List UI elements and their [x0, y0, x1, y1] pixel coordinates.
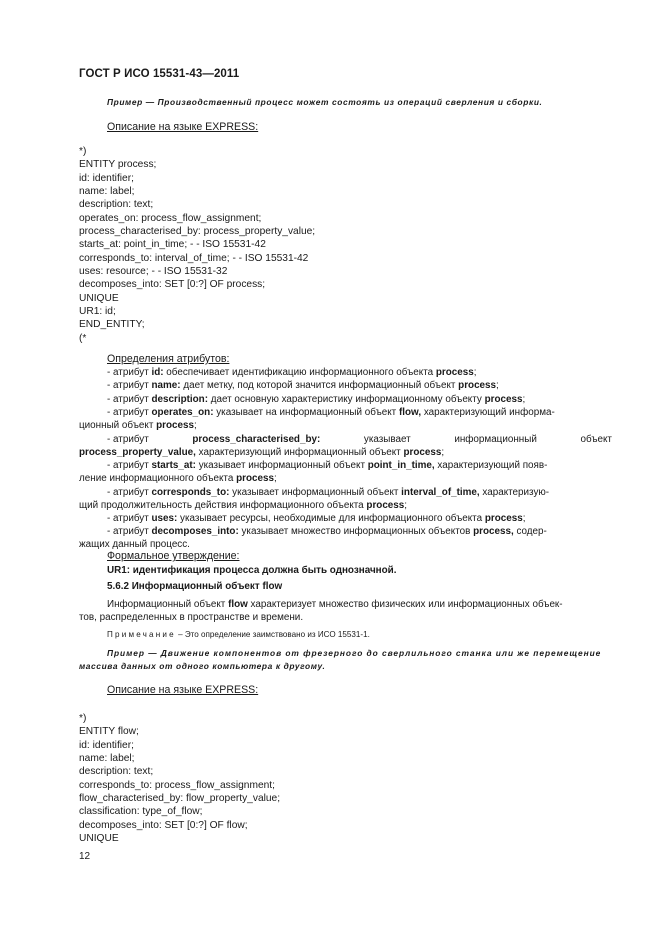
code-line: corresponds_to: process_flow_assignment;: [79, 779, 275, 791]
attr-def-starts-at: - атрибут starts_at: указывает информационный объект point_in_time, характеризующий появ-: [107, 460, 548, 471]
attr-def-process-characterised-by-cont: process_property_value, характеризующий информационный объект process;: [79, 447, 445, 458]
code-line: process_characterised_by: process_property_value;: [79, 226, 316, 238]
code-line: description: text;: [79, 766, 154, 778]
flow-paragraph: Информационный объект flow характеризует множество физических или информационных объек-: [107, 599, 563, 610]
attr-def-starts-at-cont: ление информационного объекта process;: [79, 473, 277, 484]
attr-def-operates-on: - атрибут operates_on: указывает на информационный объект flow, характеризующий информа-: [107, 407, 555, 418]
code-line: starts_at: point_in_time; - - ISO 15531-42: [79, 239, 266, 251]
code-line: decomposes_into: SET [0:?] OF process;: [79, 279, 266, 291]
attr-def-description: - атрибут description: дает основную характеристику информационному объекту process;: [107, 394, 526, 405]
code-line: flow_characterised_by: flow_property_value;: [79, 793, 281, 805]
formal-statement-label: Формальное утверждение:: [107, 550, 240, 562]
attr-def-process-characterised-by: - атрибут process_characterised_by: указывает информационный объект: [107, 434, 612, 445]
code-line: classification: type_of_flow;: [79, 806, 203, 818]
attr-def-corresponds-to: - атрибут corresponds_to: указывает информационный объект interval_of_time, характеризую-: [107, 487, 550, 498]
attr-def-name: - атрибут name: дает метку, под которой значится информационный объект process;: [107, 380, 499, 391]
note: Примечание – Это определение заимствовано из ИСО 15531-1.: [107, 630, 370, 639]
code-line: id: identifier;: [79, 172, 134, 184]
code-line: UNIQUE: [79, 833, 119, 845]
express-description-label-flow: Описание на языке EXPRESS:: [107, 684, 259, 696]
attribute-definitions-label: Определения атрибутов:: [107, 353, 230, 365]
code-line: name: label;: [79, 753, 135, 765]
code-line: decomposes_into: SET [0:?] OF flow;: [79, 819, 248, 831]
example-flow: Пример — Движение компонентов от фрезерного до сверлильного станка или же перемещение: [107, 648, 602, 658]
attr-def-uses: - атрибут uses: указывает ресурсы, необходимые для информационного объекта process;: [107, 513, 526, 524]
code-line: UNIQUE: [79, 292, 119, 304]
code-line: description: text;: [79, 199, 154, 211]
attr-def-decomposes-into-cont: жащих данный процесс.: [79, 539, 190, 550]
attr-def-decomposes-into: - атрибут decomposes_into: указывает множество информационных объектов process, содер-: [107, 526, 547, 537]
example-flow-cont: массива данных от одного компьютера к другому.: [79, 661, 326, 671]
express-code-flow: [79, 712, 280, 845]
attr-def-id: - атрибут id: обеспечивает идентификацию информационного объекта process;: [107, 367, 477, 378]
uniqueness-rule: UR1: идентификация процесса должна быть однозначной.: [107, 565, 397, 576]
code-line: corresponds_to: interval_of_time; - - ISO 15531-42: [79, 252, 309, 264]
document-header: ГОСТ Р ИСО 15531-43—2011: [79, 68, 240, 80]
code-line: (*: [79, 332, 87, 344]
code-line: END_ENTITY;: [79, 319, 145, 331]
example-process: Пример — Производственный процесс может состоять из операций сверления и сборки.: [107, 97, 543, 107]
code-line: *): [79, 146, 87, 157]
code-line: name: label;: [79, 186, 135, 198]
attr-def-corresponds-to-cont: щий продолжительность действия информационного объекта process;: [79, 500, 408, 511]
code-line: ENTITY flow;: [79, 726, 139, 738]
attr-def-operates-on-cont: ционный объект process;: [79, 420, 197, 431]
code-line: ENTITY process;: [79, 159, 157, 171]
page-number: 12: [79, 851, 91, 862]
express-description-label: Описание на языке EXPRESS:: [107, 121, 259, 133]
code-line: uses: resource; - - ISO 15531-32: [79, 266, 228, 278]
code-line: id: identifier;: [79, 739, 134, 751]
code-line: operates_on: process_flow_assignment;: [79, 212, 262, 224]
code-line: UR1: id;: [79, 306, 116, 318]
code-line: *): [79, 713, 87, 724]
section-heading: 5.6.2 Информационный объект flow: [107, 581, 283, 592]
flow-paragraph-cont: тов, распределенных в пространстве и времени.: [79, 612, 304, 623]
express-code-process: [79, 145, 315, 345]
